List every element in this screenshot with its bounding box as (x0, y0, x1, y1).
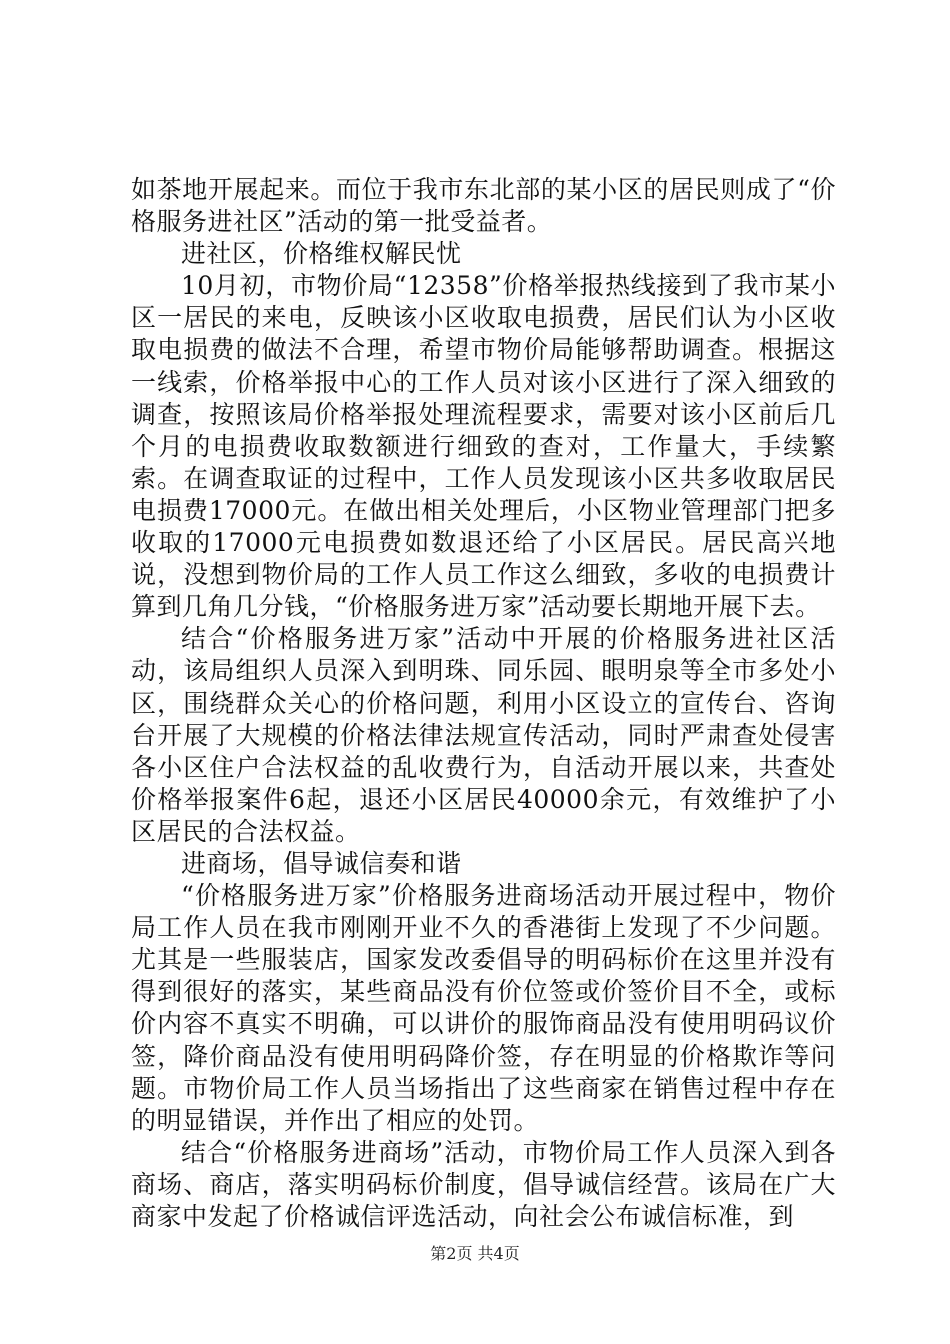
document-body (131, 174, 836, 1233)
section-heading-mall: 进商场，倡导诚信奏和谐 (181, 848, 462, 878)
paragraph-mall-activity: 结合“价格服务进商场”活动，市物价局工作人员深入到各商场、商店，落实明码标价制度，倡导诚信经营。该局在广大商家中发起了价格诚信评选活动，向社会公布诚信标准，到 (131, 1137, 836, 1231)
section-heading-community: 进社区，价格维权解民忧 (181, 239, 462, 269)
page-number-footer: 第2页 共4页 (430, 1244, 520, 1263)
paragraph-continuation: 如茶地开展起来。而位于我市东北部的某小区的居民则成了“价格服务进社区”活动的第一批受益者。 (131, 175, 836, 237)
paragraph-hotline-case: 10月初，市物价局“12358”价格举报热线接到了我市某小区一居民的来电，反映该小区收取电损费，居民们认为小区收取电损费的做法不合理，希望市物价局能够帮助调查。根据这一线索，价格举报中心的工作人员对该小区进行了深入细致的调查，按照该局价格举报处理流程要求，需要对该小区前后几个月的电损费收取数额进行细致的查对，工作量大，手续繁索。在调查取证的过程中，工作人员发现该小区共多收取居民电损费17000元。在做出相关处理后，小区物业管理部门把多收取的17000元电损费如数退还给了小区居民。居民高兴地说，没想到物价局的工作人员工作这么细致，多收的电损费计算到几角几分钱，“价格服务进万家”活动要长期地开展下去。 (131, 271, 836, 622)
paragraph-mall-inspection: “价格服务进万家”价格服务进商场活动开展过程中，物价局工作人员在我市刚刚开业不久的香港街上发现了不少问题。尤其是一些服装店，国家发改委倡导的明码标价在这里并没有得到很好的落实，某些商品没有价位签或价签价目不全，或标价内容不真实不明确，可以讲价的服饰商品没有使用明码议价签，降价商品没有使用明码降价签，存在明显的价格欺诈等问题。市物价局工作人员当场指出了这些商家在销售过程中存在的明显错误，并作出了相应的处罚。 (131, 881, 836, 1135)
paragraph-community-activity: 结合“价格服务进万家”活动中开展的价格服务进社区活动，该局组织人员深入到明珠、同乐园、眼明泉等全市多处小区，围绕群众关心的价格问题，利用小区设立的宣传台、咨询台开展了大规模的价格法律法规宣传活动，同时严肃查处侵害各小区住户合法权益的乱收费行为，自活动开展以来，共查处价格举报案件6起，退还小区居民40000余元，有效维护了小区居民的合法权益。 (131, 624, 836, 846)
